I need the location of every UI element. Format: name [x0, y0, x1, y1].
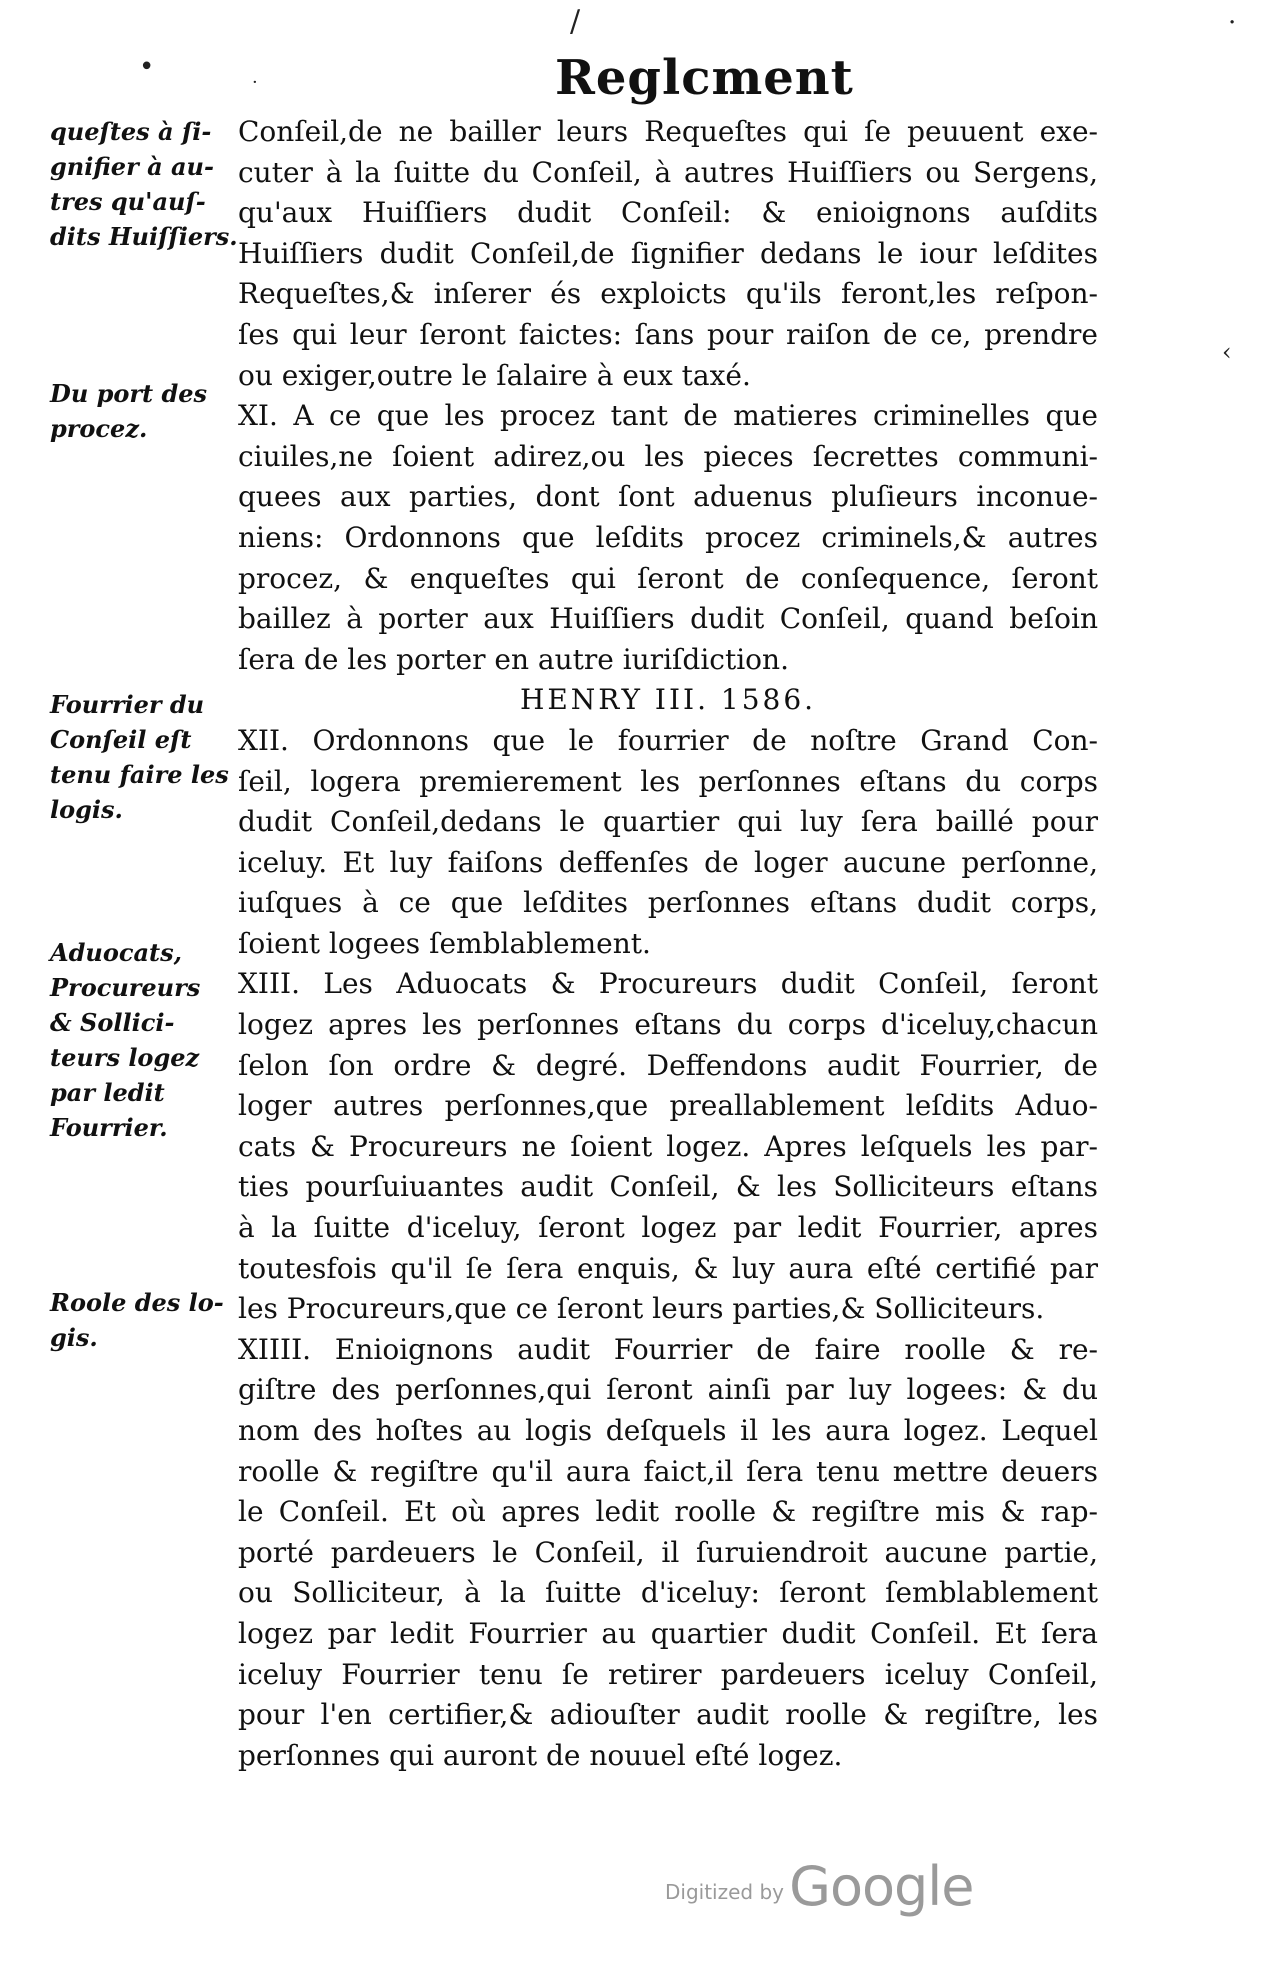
- text-line: perſonnes qui auront de nouuel eſté logez.: [238, 1738, 843, 1772]
- text-line: ou exiger,outre le ſalaire à eux taxé.: [238, 358, 751, 392]
- text-line: XII. Ordonnons que le fourrier de noſtre Grand Con-: [238, 723, 1098, 757]
- text-line: niens: Ordonnons que leſdits procez criminels,& autres: [238, 520, 1098, 554]
- section-heading: HENRY III. 1586.: [519, 683, 817, 717]
- text-line: giſtre des perſonnes,qui ſeront ainſi par luy logees: & du: [238, 1373, 1098, 1407]
- margin-note-line: Roole des lo-: [50, 1288, 224, 1317]
- text-line: iuſques à ce que leſdites perſonnes eſtans dudit corps,: [238, 886, 1098, 920]
- text-line: Conſeil,de ne bailler leurs Requeſtes qui ſe peuuent exe-: [238, 115, 1098, 148]
- text-line: ties pourſuiuantes audit Conſeil, & les Solliciteurs eſtans: [238, 1170, 1098, 1204]
- text-line: toutesfois qu'il ſe ſera enquis, & luy aura eſté certifié par: [238, 1251, 1098, 1285]
- text-line: nom des hoſtes au logis deſquels il les aura logez. Lequel: [238, 1414, 1098, 1447]
- text-line: quees aux parties, dont ſont aduenus pluſieurs inconue-: [238, 480, 1098, 514]
- text-line: roolle & regiſtre qu'il aura faict,il ſera tenu mettre deuers: [238, 1454, 1098, 1488]
- text-line: logez apres les perſonnes eſtans du corps d'iceluy,chacun: [238, 1008, 1098, 1042]
- text-line: Huiſſiers dudit Conſeil,de ſignifier dedans le iour leſdites: [238, 236, 1098, 270]
- text-line: baillez à porter aux Huiſſiers dudit Conſeil, quand beſoin: [238, 602, 1098, 636]
- margin-note: [50, 114, 238, 254]
- margin-note: [50, 376, 207, 446]
- text-line: iceluy. Et luy faiſons deffenſes de loger aucune perſonne,: [238, 845, 1098, 879]
- text-line: cats & Procureurs ne ſoient logez. Apres leſquels les par-: [238, 1129, 1098, 1163]
- digitized-label: Digitized by: [665, 1880, 784, 1904]
- text-line: XIII. Les Aduocats & Procureurs dudit Conſeil, ſeront: [238, 967, 1098, 1001]
- margin-note-line: tenu faire les: [50, 760, 229, 789]
- page-edge-mark: ·: [1228, 8, 1237, 38]
- running-head: Reglcment: [555, 50, 854, 106]
- text-line: ou Solliciteur, à la ſuitte d'iceluy: ſeront ſemblablement: [238, 1576, 1098, 1610]
- text-line: le Conſeil. Et où apres ledit roolle & regiſtre mis & rap-: [238, 1495, 1098, 1529]
- top-stroke-mark: /: [570, 4, 581, 39]
- margin-note: [50, 1285, 224, 1355]
- margin-note-line: Conſeil eſt: [50, 725, 192, 754]
- text-line: Requeſtes,& inſerer és exploicts qu'ils feront,les reſpon-: [238, 277, 1098, 311]
- text-line: ſelon ſon ordre & degré. Deffendons audit Fourrier, de: [238, 1048, 1098, 1082]
- margin-note-line: queſtes à ſi-: [50, 117, 212, 146]
- margin-note-line: procez.: [50, 414, 148, 443]
- page-edge-mark: ‹: [1222, 338, 1232, 366]
- margin-note-line: gis.: [50, 1323, 98, 1352]
- margin-note-line: Procureurs: [50, 973, 201, 1002]
- margin-note-line: dits Huiſſiers.: [50, 222, 238, 251]
- margin-note: [50, 935, 200, 1145]
- margin-note-line: Fourrier.: [50, 1113, 168, 1142]
- digitized-by-google-watermark: [665, 1855, 974, 1918]
- text-line: ſoient logees ſemblablement.: [238, 926, 651, 960]
- text-line: ſera de les porter en autre iuriſdiction.: [238, 642, 789, 676]
- text-line: pour l'en certifier,& adiouſter audit roolle & regiſtre, les: [238, 1698, 1098, 1732]
- text-line: ſes qui leur ſeront faictes: ſans pour raiſon de ce, prendre: [238, 317, 1098, 351]
- text-line: ciuiles,ne ſoient adirez,ou les pieces ſecrettes communi-: [238, 439, 1098, 473]
- text-line: porté pardeuers le Conſeil, il ſuruiendroit aucune partie,: [238, 1535, 1098, 1569]
- text-line: procez, & enqueſtes qui ſeront de conſequence, ſeront: [238, 561, 1098, 595]
- google-logo-text: Google: [789, 1855, 974, 1918]
- text-line: logez par ledit Fourrier au quartier dudit Conſeil. Et ſera: [238, 1616, 1098, 1650]
- text-line: les Procureurs,que ce ſeront leurs parties,& Solliciteurs.: [238, 1292, 1045, 1326]
- margin-dot-mark: ·: [252, 72, 258, 93]
- text-line: cuter à la ſuitte du Conſeil, à autres Huiſſiers ou Sergens,: [238, 155, 1098, 189]
- text-line: XI. A ce que les procez tant de matieres criminelles que: [238, 399, 1098, 433]
- margin-note-line: par ledit: [50, 1078, 165, 1107]
- text-line: ſeil, logera premierement les perſonnes eſtans du corps: [238, 764, 1098, 798]
- margin-note-line: tres qu'auſ-: [50, 187, 206, 216]
- text-line: XIIII. Enioignons audit Fourrier de faire roolle & re-: [238, 1332, 1098, 1366]
- margin-note-line: & Sollici-: [50, 1008, 175, 1037]
- text-line: qu'aux Huiſſiers dudit Conſeil: & enioignons auſdits: [238, 196, 1098, 230]
- main-text-block: [238, 112, 1098, 1776]
- margin-note-line: Du port des: [50, 379, 208, 408]
- margin-note-line: logis.: [50, 795, 123, 824]
- text-line: iceluy Fourrier tenu ſe retirer pardeuers iceluy Conſeil,: [238, 1657, 1098, 1691]
- text-line: à la ſuitte d'iceluy, ſeront logez par ledit Fourrier, apres: [238, 1211, 1098, 1245]
- margin-note: [50, 687, 229, 827]
- margin-dot-mark: •: [139, 52, 155, 82]
- margin-note-line: Fourrier du: [50, 690, 205, 719]
- margin-note-line: gnifier à au-: [50, 152, 214, 181]
- margin-note-line: teurs logez: [50, 1043, 200, 1072]
- margin-note-line: Aduocats,: [50, 938, 182, 967]
- text-line: dudit Conſeil,dedans le quartier qui luy ſera baillé pour: [238, 805, 1098, 839]
- text-line: loger autres perſonnes,que preallablement leſdits Aduo-: [238, 1089, 1098, 1123]
